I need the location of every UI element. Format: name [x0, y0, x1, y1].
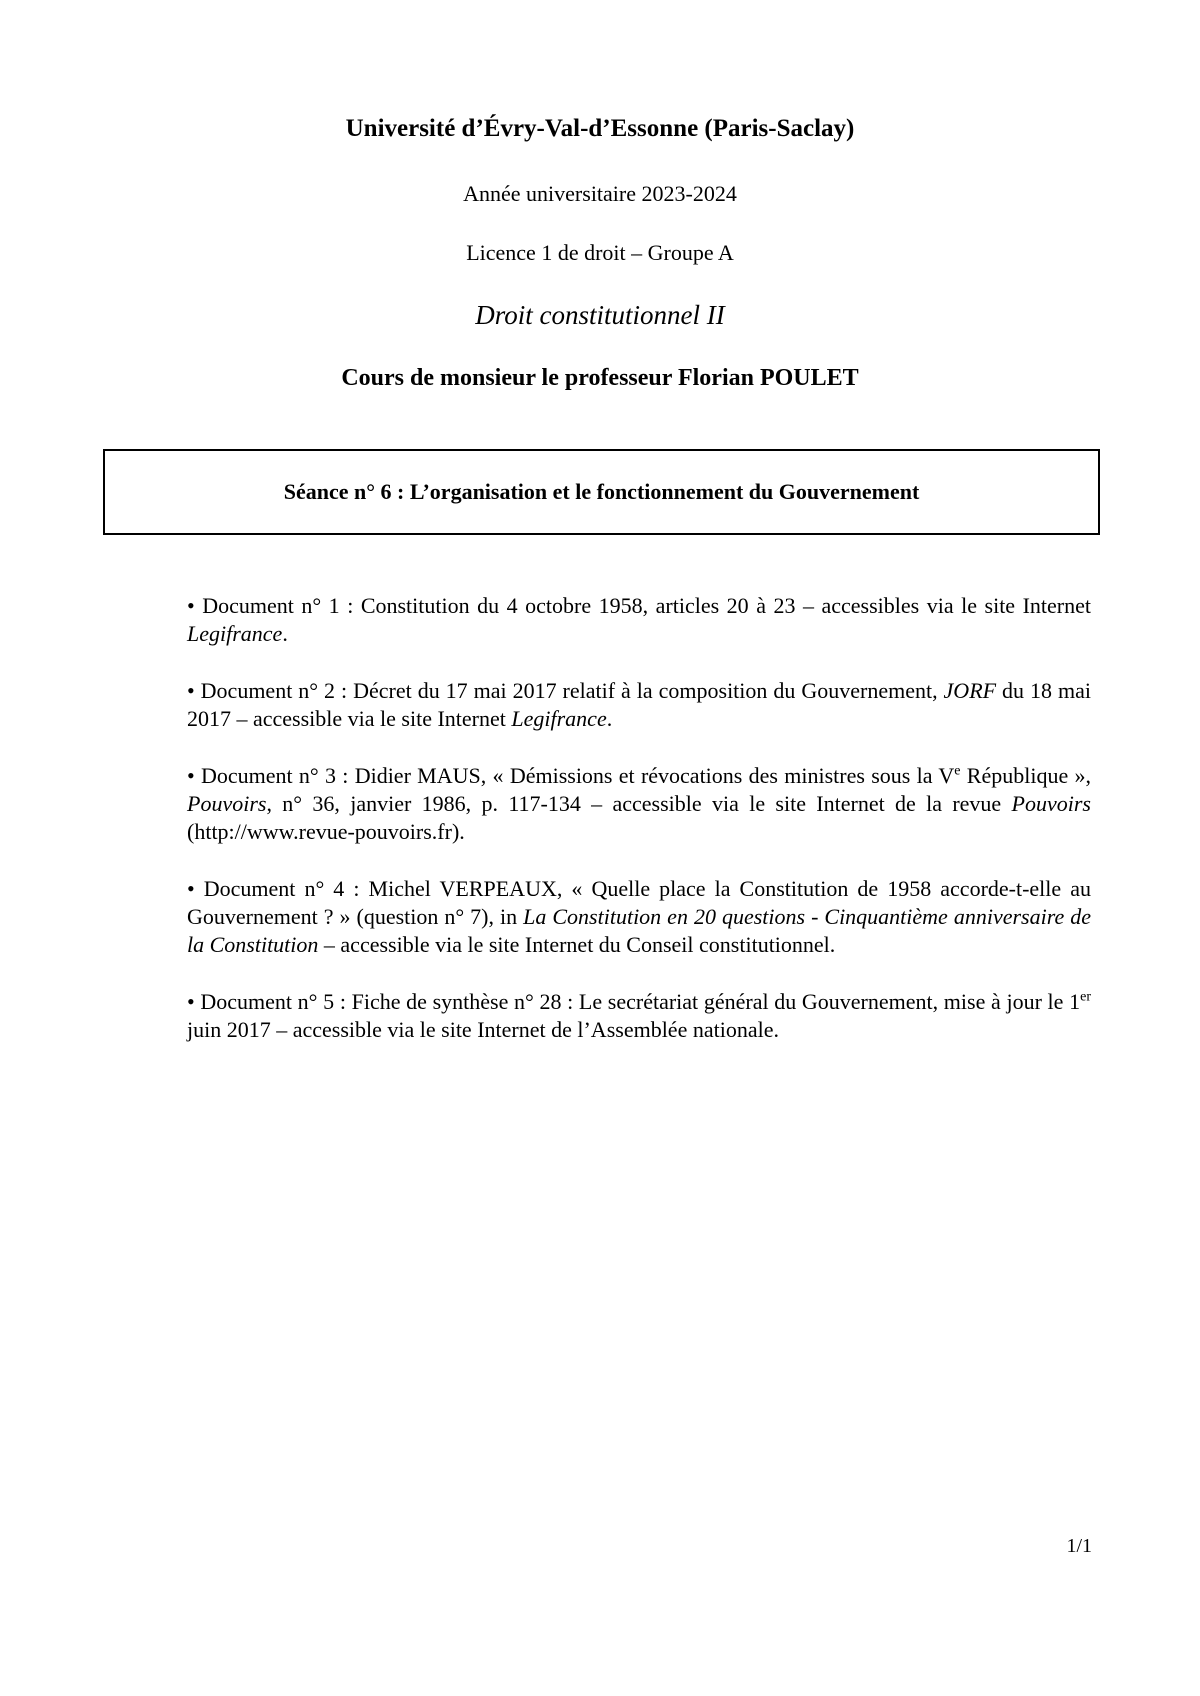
- superscript: e: [954, 763, 961, 779]
- document-text: Document n° 2 : Décret du 17 mai 2017 relatif à la composition du Gouvernement,: [194, 678, 944, 703]
- document-text: – accessible via le site Internet du Conseil constitutionnel.: [318, 932, 836, 957]
- document-item-2: [187, 677, 1091, 733]
- bullet-icon: •: [187, 989, 195, 1014]
- document-text: juin 2017 – accessible via le site Internet de l’Assemblée nationale.: [187, 1017, 779, 1042]
- document-text: Document n° 1 : Constitution du 4 octobre 1958, articles 20 à 23 – accessibles via le site Internet: [194, 593, 1091, 618]
- document-text: .: [606, 706, 613, 731]
- document-source-italic: Pouvoirs: [187, 791, 267, 816]
- program-group: Licence 1 de droit – Groupe A: [466, 240, 734, 265]
- academic-year: Année universitaire 2023-2024: [463, 181, 737, 206]
- page-number: 1/1: [1066, 1535, 1092, 1557]
- document-text: Document n° 3 : Didier MAUS, « Démissions et révocations des ministres sous la V: [194, 763, 955, 788]
- document-source-italic: JORF: [943, 678, 997, 703]
- document-source-italic: Pouvoirs: [1011, 791, 1091, 816]
- university-name: Université d’Évry-Val-d’Essonne (Paris-Saclay): [345, 115, 855, 142]
- document-source-italic: Legifrance: [511, 706, 607, 731]
- document-item-1: [187, 592, 1091, 648]
- document-item-5: [187, 988, 1091, 1044]
- document-text: , n° 36, janvier 1986, p. 117-134 – accessible via le site Internet de la revue: [266, 791, 1012, 816]
- document-text: .: [282, 621, 288, 646]
- bullet-icon: •: [187, 876, 195, 901]
- superscript: er: [1080, 989, 1091, 1005]
- course-title: Droit constitutionnel II: [475, 300, 725, 330]
- document-source-italic: La Constitution en 20 questions - Cinquantième anniversaire de la Constitution: [187, 904, 1091, 957]
- bullet-icon: •: [187, 763, 195, 788]
- document-item-3: [187, 762, 1091, 846]
- document-list: [187, 592, 1091, 1073]
- bullet-icon: •: [187, 678, 195, 703]
- bullet-icon: •: [187, 593, 195, 618]
- document-source-italic: Legifrance: [187, 621, 283, 646]
- professor-line: Cours de monsieur le professeur Florian POULET: [341, 365, 859, 391]
- document-text: Document n° 5 : Fiche de synthèse n° 28 : Le secrétariat général du Gouvernement, mise à jour le 1: [194, 989, 1081, 1014]
- document-text: Document n° 4 : Michel VERPEAUX, « Quelle place la Constitution de 1958 accorde-t-elle au Gouvernement ? » (question n° 7), in: [187, 876, 1091, 929]
- session-title: Séance n° 6 : L’organisation et le fonctionnement du Gouvernement: [283, 479, 920, 504]
- document-item-4: [187, 875, 1091, 959]
- document-text: République »,: [960, 763, 1092, 788]
- document-text: (http://www.revue-pouvoirs.fr).: [187, 819, 465, 844]
- session-box: [103, 449, 1100, 535]
- document-text: du 18 mai 2017 – accessible via le site Internet: [187, 678, 1091, 731]
